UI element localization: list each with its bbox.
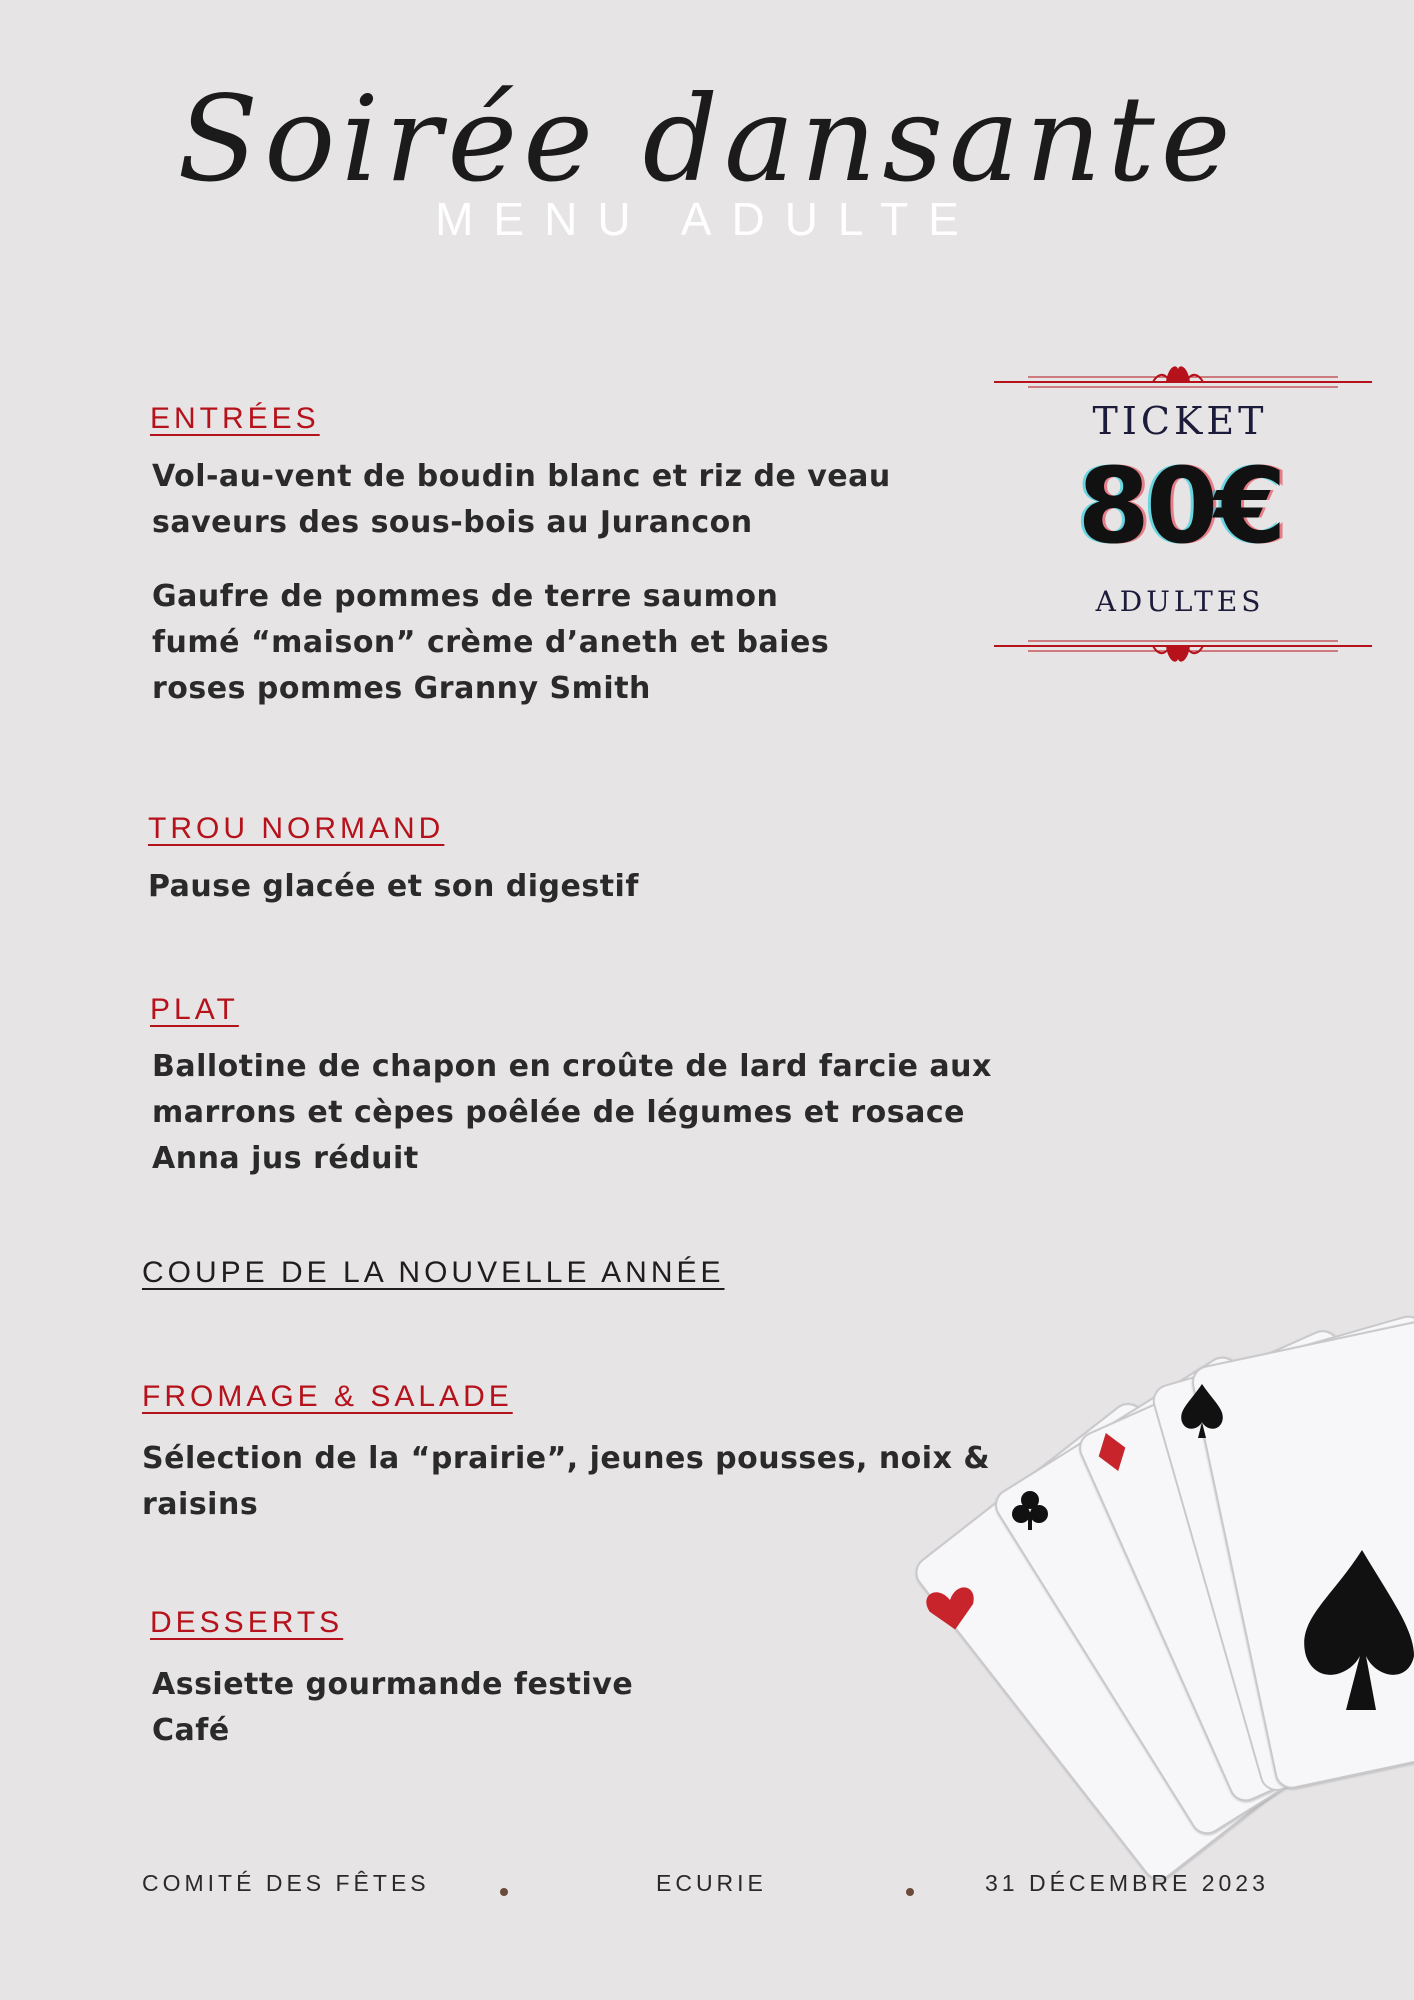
footer-date: 31 DÉCEMBRE 2023 [985, 1870, 1269, 1896]
section-title-trou-normand: TROU NORMAND [148, 812, 445, 845]
dish-line: Café [152, 1713, 230, 1748]
footer-separator-dot [500, 1888, 508, 1896]
dish-plat [152, 1044, 992, 1182]
dish-line: roses pommes Granny Smith [152, 671, 651, 706]
ornament-top-icon [988, 355, 1378, 395]
playing-cards-fan-icon [900, 1310, 1414, 1930]
dish-entree-1 [152, 454, 891, 546]
footer-venue: ECURIE [656, 1870, 767, 1896]
ticket-badge [990, 355, 1380, 675]
dish-line: Sélection de la “prairie”, jeunes pousses, noix & [142, 1441, 991, 1476]
dish-trou-normand [148, 864, 639, 910]
ornament-bottom-icon [988, 633, 1378, 673]
dish-line: fumé “maison” crème d’aneth et baies [152, 625, 830, 660]
section-title-plat: PLAT [150, 993, 239, 1026]
section-title-entrees: ENTRÉES [150, 402, 320, 435]
ticket-price: 80€ [1077, 445, 1283, 567]
dish-fromage [142, 1436, 990, 1528]
dish-line: raisins [142, 1487, 259, 1522]
dish-line: Pause glacée et son digestif [148, 869, 639, 904]
section-title-coupe: COUPE DE LA NOUVELLE ANNÉE [142, 1256, 725, 1289]
dish-line: Vol-au-vent de boudin blanc et riz de veau [152, 459, 891, 494]
menu-subtitle: MENU ADULTE [435, 193, 979, 245]
dish-line: Gaufre de pommes de terre saumon [152, 579, 779, 614]
section-title-fromage: FROMAGE & SALADE [142, 1380, 513, 1413]
dish-line: saveurs des sous-bois au Jurancon [152, 505, 753, 540]
dish-entree-2 [152, 574, 829, 712]
section-title-desserts: DESSERTS [150, 1606, 344, 1639]
dish-line: Anna jus réduit [152, 1141, 419, 1176]
event-title: Soirée dansante [177, 70, 1237, 208]
dish-line: Assiette gourmande festive [152, 1667, 634, 1702]
footer-separator-dot [906, 1888, 914, 1896]
ticket-label: TICKET [1092, 399, 1268, 443]
dish-line: marrons et cèpes poêlée de légumes et rosace [152, 1095, 966, 1130]
dish-line: Ballotine de chapon en croûte de lard farcie aux [152, 1049, 992, 1084]
dish-desserts [152, 1662, 633, 1754]
ticket-audience: ADULTES [1095, 585, 1265, 618]
footer-organizer: COMITÉ DES FÊTES [142, 1870, 430, 1896]
